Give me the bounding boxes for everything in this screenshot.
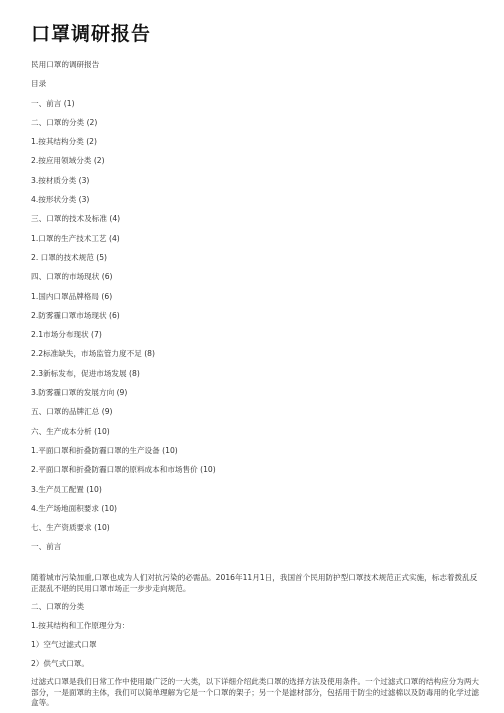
toc-item: 1.口罩的生产技术工艺 (4) (31, 233, 120, 243)
section-heading-preface: 一、前言 (31, 542, 62, 552)
toc-item: 五、口罩的品牌汇总 (9) (31, 407, 113, 417)
toc-item: 四、口罩的市场现状 (6) (31, 272, 113, 282)
toc-item: 1.国内口罩品牌格局 (6) (31, 291, 113, 301)
preface-paragraph: 随着城市污染加重,口罩也成为人们对抗污染的必需品。2016年11月1日，我国首个民用防护型口罩技术规范正式实施，标志着拨乱反正混乱不堪的民用口罩市场正一步步走向规范。 (31, 573, 478, 593)
toc-item: 2.按应用领域分类 (2) (31, 156, 105, 166)
document-title: 口罩调研报告 (31, 23, 152, 45)
toc-item: 4.按形状分类 (3) (31, 195, 90, 205)
document-body (31, 573, 481, 709)
toc-item: 七、生产资质要求 (10) (31, 523, 110, 533)
classification-intro: 1.按其结构和工作原理分为： (31, 621, 130, 630)
toc-item: 一、前言 (1) (31, 98, 75, 108)
table-of-contents (31, 60, 481, 562)
toc-item: 三、口罩的技术及标准 (4) (31, 214, 121, 224)
mask-type-item: 1）空气过滤式口罩 (31, 640, 97, 649)
toc-item: 2.1市场分布现状 (7) (31, 330, 102, 340)
toc-item: 1.按其结构分类 (2) (31, 137, 97, 147)
toc-item: 2.防雾霾口罩市场现状 (6) (31, 310, 120, 320)
section-heading-classification: 二、口罩的分类 (31, 602, 85, 611)
document-subtitle: 民用口罩的调研报告 (31, 60, 100, 69)
toc-item: 六、生产成本分析 (10) (31, 426, 110, 436)
mask-type-item: 2）供气式口罩。 (31, 659, 89, 668)
toc-item: 2.平面口罩和折叠防霾口罩的原料成本和市场售价 (10) (31, 465, 216, 475)
toc-item: 3.按材质分类 (3) (31, 175, 90, 185)
toc-item: 3.防雾霾口罩的发展方向 (9) (31, 388, 128, 398)
toc-item: 4.生产场地面积要求 (10) (31, 503, 117, 513)
toc-item: 二、口罩的分类 (2) (31, 117, 98, 127)
toc-item: 2.3新标发布，促进市场发展 (8) (31, 368, 140, 378)
toc-item: 1.平面口罩和折叠防霾口罩的生产设备 (10) (31, 445, 178, 455)
toc-item: 2.2标准缺失，市场监管力度不足 (8) (31, 349, 155, 359)
filter-mask-paragraph: 过滤式口罩是我们日常工作中使用最广泛的一大类，以下详细介绍此类口罩的选择方法及使用条件。一个过滤式口罩的结构应分为两大部分，一是面罩的主体，我们可以简单理解为它是一个口罩的架子；另一个是滤材部分，包括用于防尘的过滤棉以及防毒用的化学过滤盒等。 (31, 677, 480, 707)
toc-item: 3.生产员工配置 (10) (31, 484, 102, 494)
toc-item: 2. 口罩的技术规范 (5) (31, 252, 107, 262)
toc-heading: 目录 (31, 79, 47, 89)
